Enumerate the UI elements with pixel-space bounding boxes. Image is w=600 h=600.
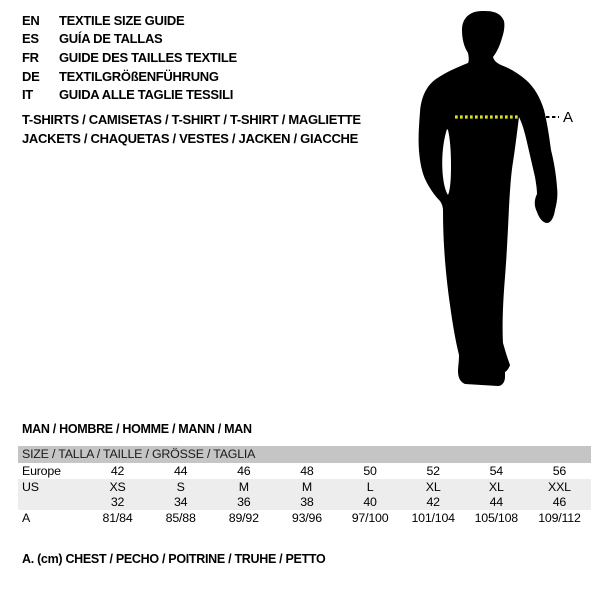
size-cell: 93/96 [291, 510, 322, 525]
size-cell: M [301, 479, 312, 494]
size-cell: 54 [489, 463, 503, 478]
size-cell: 36 [237, 495, 251, 510]
man-silhouette [419, 11, 558, 386]
size-cell: XXL [548, 479, 571, 494]
size-cell: 48 [300, 463, 314, 478]
man-silhouette-figure [410, 5, 580, 395]
language-label: GUÍA DE TALLAS [59, 31, 163, 47]
size-cell: 56 [552, 463, 567, 478]
size-table-header: SIZE / TALLA / TAILLE / GRÖSSE / TAGLIA [18, 446, 591, 463]
us-size-band [18, 479, 591, 510]
size-cell: 105/108 [474, 510, 518, 525]
size-cell: L [366, 479, 374, 494]
size-cell: 42 [110, 463, 125, 478]
language-label: GUIDE DES TAILLES TEXTILE [59, 49, 237, 65]
size-cell: XL [425, 479, 441, 494]
size-cell: 97/100 [351, 510, 389, 525]
size-row-us [18, 479, 591, 495]
language-code: EN [22, 12, 40, 28]
size-cell: 101/104 [411, 510, 455, 525]
size-cell: 44 [489, 495, 503, 510]
language-list [22, 11, 237, 104]
size-cell: 32 [110, 495, 125, 510]
measurement-figure [410, 5, 580, 395]
size-cell: 109/112 [538, 510, 581, 525]
size-row-us-numeric [18, 494, 591, 510]
size-cell: S [176, 479, 185, 494]
measurement-footnote: A. (cm) CHEST / PECHO / POITRINE / TRUHE / PETTO [22, 552, 326, 566]
size-cell: 50 [363, 463, 377, 478]
product-type-jackets: JACKETS / CHAQUETAS / VESTES / JACKEN / GIACCHE [22, 131, 358, 147]
size-cell: 81/84 [102, 510, 133, 525]
section-title-man: MAN / HOMBRE / HOMME / MANN / MAN [22, 422, 252, 436]
size-row-europe [18, 463, 591, 479]
size-cell: 34 [173, 495, 188, 510]
language-code: IT [22, 87, 33, 103]
language-row-de [22, 67, 237, 86]
size-cell: XL [488, 479, 504, 494]
size-cell: 44 [173, 463, 188, 478]
language-row-it [22, 85, 237, 104]
row-label: Europe [22, 463, 61, 478]
product-type-list [22, 110, 361, 148]
measure-label-a: A [563, 109, 574, 126]
size-cell: XS [109, 479, 126, 494]
size-cell: 42 [426, 495, 440, 510]
size-cell: 52 [426, 463, 440, 478]
language-code: FR [22, 49, 39, 65]
language-label: TEXTILE SIZE GUIDE [59, 12, 185, 28]
size-cell: 46 [237, 463, 251, 478]
language-row-fr [22, 48, 237, 67]
row-label: A [22, 510, 31, 525]
size-cell: 38 [300, 495, 314, 510]
row-label: US [22, 479, 39, 494]
size-cell: 85/88 [165, 510, 196, 525]
language-code: DE [22, 68, 40, 84]
size-row-chest [18, 510, 591, 526]
language-row-en [22, 11, 237, 30]
product-type-tshirts: T-SHIRTS / CAMISETAS / T-SHIRT / T-SHIRT / MAGLIETTE [22, 112, 361, 127]
language-label: GUIDA ALLE TAGLIE TESSILI [59, 87, 234, 103]
language-row-es [22, 30, 237, 49]
size-cell: M [238, 479, 249, 494]
size-cell: 89/92 [228, 510, 259, 525]
language-code: ES [22, 31, 39, 47]
size-cell: 46 [552, 495, 567, 510]
size-cell: 40 [363, 495, 377, 510]
size-table [18, 446, 591, 526]
language-label: TEXTILGRÖßENFÜHRUNG [59, 68, 219, 84]
